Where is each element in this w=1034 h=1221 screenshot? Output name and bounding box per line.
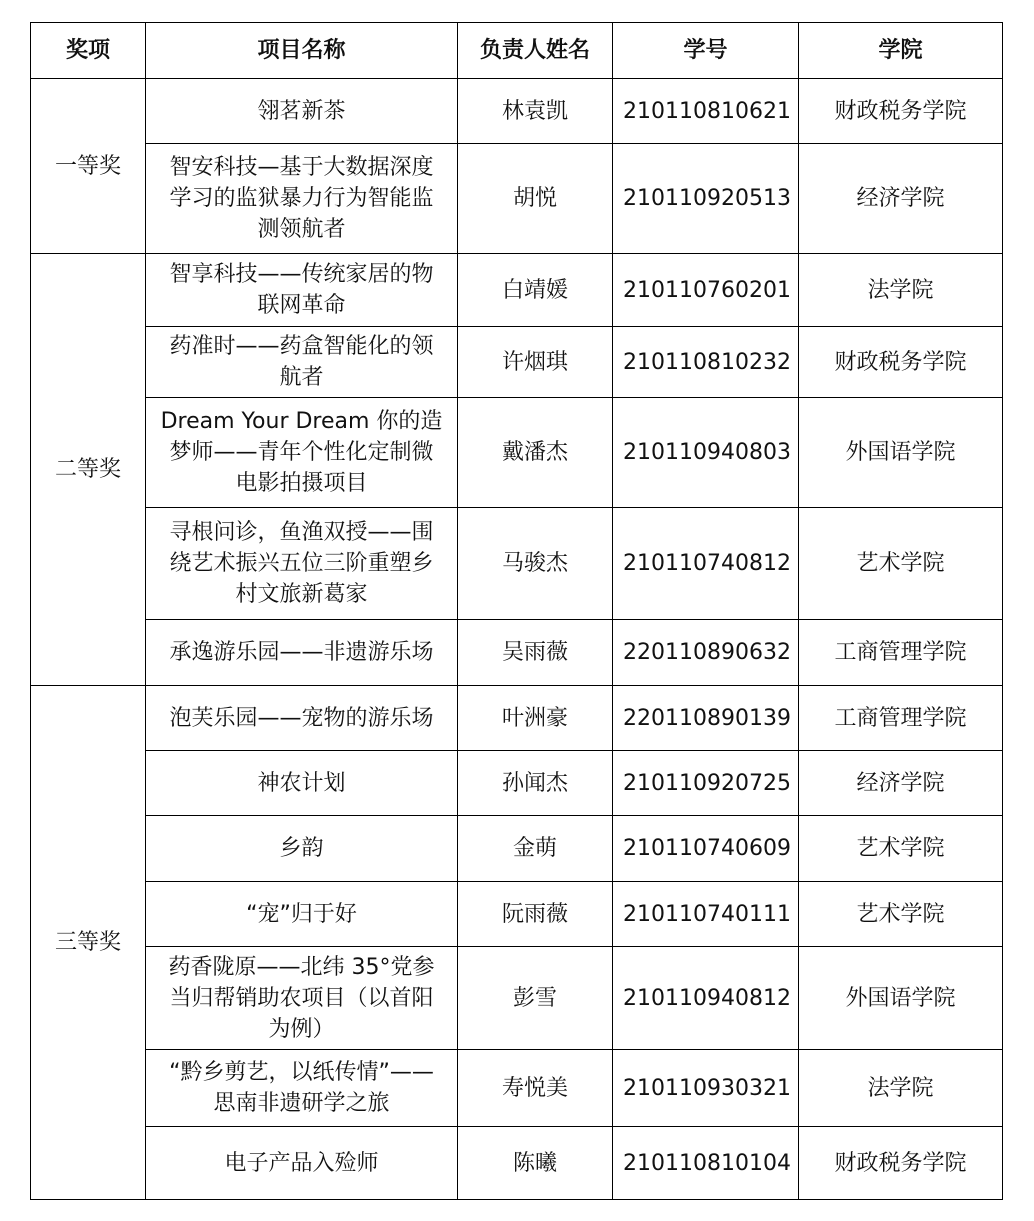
student-id-cell: 210110740609 bbox=[613, 816, 799, 882]
leader-cell: 寿悦美 bbox=[458, 1050, 613, 1127]
header-row bbox=[31, 23, 1003, 79]
leader-cell: 彭雪 bbox=[458, 947, 613, 1050]
table-row bbox=[31, 1127, 1003, 1200]
table-row bbox=[31, 144, 1003, 254]
leader-cell: 叶洲豪 bbox=[458, 686, 613, 751]
college-cell: 艺术学院 bbox=[799, 882, 1003, 947]
project-cell: 寻根问诊，鱼渔双授——围绕艺术振兴五位三阶重塑乡村文旅新葛家 bbox=[146, 508, 458, 620]
leader-cell: 许烟琪 bbox=[458, 327, 613, 398]
leader-cell: 胡悦 bbox=[458, 144, 613, 254]
table-row bbox=[31, 327, 1003, 398]
student-id-cell: 210110930321 bbox=[613, 1050, 799, 1127]
header-student-id: 学号 bbox=[613, 23, 799, 79]
project-cell: 泡芙乐园——宠物的游乐场 bbox=[146, 686, 458, 751]
student-id-cell: 210110940803 bbox=[613, 398, 799, 508]
table-row bbox=[31, 508, 1003, 620]
student-id-cell: 210110810232 bbox=[613, 327, 799, 398]
leader-cell: 陈曦 bbox=[458, 1127, 613, 1200]
student-id-cell: 210110920513 bbox=[613, 144, 799, 254]
table-row bbox=[31, 1050, 1003, 1127]
table-row bbox=[31, 79, 1003, 144]
project-cell: 智享科技——传统家居的物联网革命 bbox=[146, 254, 458, 327]
award-cell: 三等奖 bbox=[31, 686, 146, 1200]
student-id-cell: 210110760201 bbox=[613, 254, 799, 327]
project-cell: 乡韵 bbox=[146, 816, 458, 882]
table-row bbox=[31, 686, 1003, 751]
student-id-cell: 210110810104 bbox=[613, 1127, 799, 1200]
project-cell: “黔乡剪艺，以纸传情”——思南非遗研学之旅 bbox=[146, 1050, 458, 1127]
leader-cell: 林袁凯 bbox=[458, 79, 613, 144]
project-cell: Dream Your Dream 你的造梦师——青年个性化定制微电影拍摄项目 bbox=[146, 398, 458, 508]
table-row bbox=[31, 254, 1003, 327]
project-cell: 药准时——药盒智能化的领航者 bbox=[146, 327, 458, 398]
college-cell: 工商管理学院 bbox=[799, 620, 1003, 686]
project-cell: “宠”归于好 bbox=[146, 882, 458, 947]
table-row bbox=[31, 947, 1003, 1050]
college-cell: 外国语学院 bbox=[799, 947, 1003, 1050]
college-cell: 财政税务学院 bbox=[799, 327, 1003, 398]
award-cell: 二等奖 bbox=[31, 254, 146, 686]
leader-cell: 马骏杰 bbox=[458, 508, 613, 620]
college-cell: 外国语学院 bbox=[799, 398, 1003, 508]
table-row bbox=[31, 398, 1003, 508]
college-cell: 艺术学院 bbox=[799, 508, 1003, 620]
college-cell: 工商管理学院 bbox=[799, 686, 1003, 751]
project-cell: 智安科技—基于大数据深度学习的监狱暴力行为智能监测领航者 bbox=[146, 144, 458, 254]
project-cell: 承逸游乐园——非遗游乐场 bbox=[146, 620, 458, 686]
college-cell: 经济学院 bbox=[799, 751, 1003, 816]
student-id-cell: 220110890632 bbox=[613, 620, 799, 686]
project-cell: 神农计划 bbox=[146, 751, 458, 816]
header-leader: 负责人姓名 bbox=[458, 23, 613, 79]
leader-cell: 戴潘杰 bbox=[458, 398, 613, 508]
college-cell: 财政税务学院 bbox=[799, 1127, 1003, 1200]
college-cell: 财政税务学院 bbox=[799, 79, 1003, 144]
student-id-cell: 210110740812 bbox=[613, 508, 799, 620]
leader-cell: 吴雨薇 bbox=[458, 620, 613, 686]
student-id-cell: 210110940812 bbox=[613, 947, 799, 1050]
table-row bbox=[31, 816, 1003, 882]
college-cell: 法学院 bbox=[799, 254, 1003, 327]
project-cell: 电子产品入殓师 bbox=[146, 1127, 458, 1200]
table-row bbox=[31, 882, 1003, 947]
student-id-cell: 210110740111 bbox=[613, 882, 799, 947]
awards-table bbox=[30, 22, 1003, 1200]
header-project: 项目名称 bbox=[146, 23, 458, 79]
college-cell: 经济学院 bbox=[799, 144, 1003, 254]
table-row bbox=[31, 751, 1003, 816]
leader-cell: 孙闻杰 bbox=[458, 751, 613, 816]
header-college: 学院 bbox=[799, 23, 1003, 79]
student-id-cell: 210110920725 bbox=[613, 751, 799, 816]
leader-cell: 阮雨薇 bbox=[458, 882, 613, 947]
project-cell: 翎茗新茶 bbox=[146, 79, 458, 144]
student-id-cell: 220110890139 bbox=[613, 686, 799, 751]
table-row bbox=[31, 620, 1003, 686]
award-cell: 一等奖 bbox=[31, 79, 146, 254]
project-cell: 药香陇原——北纬 35°党参当归帮销助农项目（以首阳为例） bbox=[146, 947, 458, 1050]
college-cell: 法学院 bbox=[799, 1050, 1003, 1127]
student-id-cell: 210110810621 bbox=[613, 79, 799, 144]
leader-cell: 白靖媛 bbox=[458, 254, 613, 327]
leader-cell: 金萌 bbox=[458, 816, 613, 882]
header-award: 奖项 bbox=[31, 23, 146, 79]
college-cell: 艺术学院 bbox=[799, 816, 1003, 882]
